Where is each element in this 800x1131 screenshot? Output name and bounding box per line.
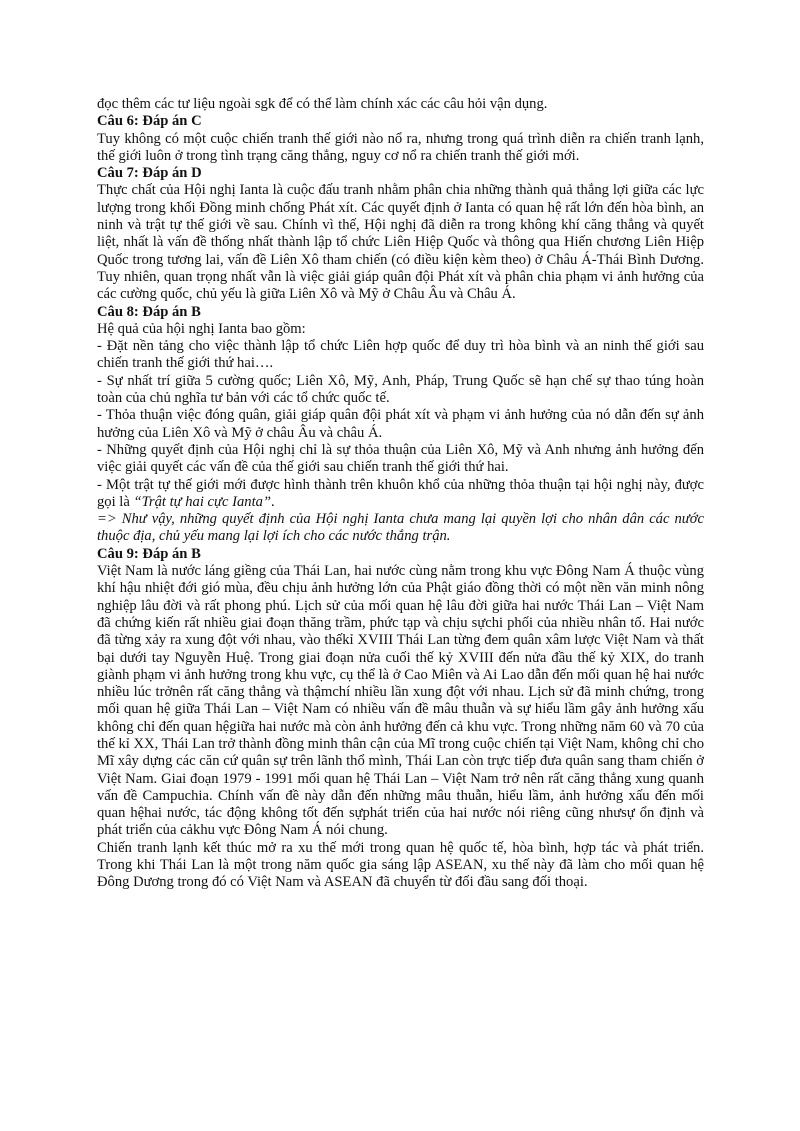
q8-lead: Hệ quả của hội nghị Ianta bao gồm: — [97, 320, 306, 337]
q7-heading: Câu 7: Đáp án D — [97, 165, 202, 182]
q8-heading: Câu 8: Đáp án B — [97, 303, 201, 320]
q8-item: - Những quyết định của Hội nghị chỉ là sự thỏa thuận của Liên Xô, Mỹ và Anh nhưng ảnh hưởng đến việc giải quyết các vấn đề của thế giới sau chiến tranh thế giới thứ hai. — [97, 441, 704, 476]
q9-paragraph-1: Việt Nam là nước láng giềng của Thái Lan, hai nước cùng nằm trong khu vực Đông Nam Á thuộc vùng khí hậu nhiệt đới gió mùa, đều chịu ảnh hưởng lớn của Phật giáo đồng thời có một nền văn minh nông nghiệp lâu đời và rất phong phú. Lịch sử của mối quan hệ lâu đời giữa hai nước Thái Lan – Việt Nam đã chứng kiến rất nhiều giai đoạn thăng trầm, phức tạp và chịu sựchi phối của nhiều nhân tố. Hai nước đã từng xảy ra xung đột với nhau, vào thếkỉ XVIII Thái Lan từng đem quân xâm lược Việt Nam và thất bại dưới tay Nguyễn Huệ. Trong giai đoạn nửa cuối thế kỷ XVIII đến nửa đầu thế kỷ XIX, do tranh giành phạm vi ảnh hưởng trong khu vực, cụ thể là ở Cao Miên và Ai Lao dẫn đến mối quan hệ hai nước nhiều lúc trởnên rất căng thẳng và thậmchí nhiều lần xung đột với nhau. Lịch sử đã minh chứng, trong mối quan hệ giữa Thái Lan – Việt Nam có nhiều vấn đề mâu thuẫn và sự hiểu lầm gây ảnh hưởng xấu không chỉ đến quan hệgiữa hai nước mà còn ảnh hưởng đến cả khu vực. Trong những năm 60 và 70 của thế kỉ XX, Thái Lan trở thành đồng minh thân cận của Mĩ trong cuộc chiến tại Việt Nam, không chỉ cho Mĩ xây dựng các căn cứ quân sự trên lãnh thổ mình, Thái Lan còn trực tiếp đưa quân sang tham chiến ở Việt Nam. Giai đoạn 1979 - 1991 mối quan hệ Thái Lan – Việt Nam trở nên rất căng thẳng xung quanh vấn đề Campuchia. Chính vấn đề này dẫn đến những mâu thuẫn, hiểu lầm, ảnh hưởng xấu đến mối quan hệhai nước, tác động không tốt đến sựphát triển của hai nước nói riêng cũng nhưsự ổn định và phát triển của cảkhu vực Đông Nam Á nói chung. — [97, 563, 704, 839]
q7-paragraph: Thực chất của Hội nghị Ianta là cuộc đấu tranh nhằm phân chia những thành quả thắng lợi giữa các lực lượng trong khối Đồng minh chống Phát xít. Các quyết định ở Ianta có quan hệ rất lớn đến hòa bình, an ninh và trật tự thế giới về sau. Chính vì thế, Hội nghị đã diễn ra trong không khí căng thẳng và quyết liệt, nhất là vấn đề thống nhất thành lập tổ chức Liên Hiệp Quốc và thông qua Hiến chương Liên Hiệp Quốc trong tương lai, vấn đề Liên Xô tham chiến (có điều kiện kèm theo) ở Châu Á-Thái Bình Dương. Tuy nhiên, quan trọng nhất vẫn là việc giải giáp quân đội Phát xít và phân chia phạm vi ảnh hưởng của các cường quốc, chủ yếu là giữa Liên Xô và Mỹ ở Châu Âu và Châu Á. — [97, 182, 704, 303]
q8-conclusion: => Như vậy, những quyết định của Hội nghị Ianta chưa mang lại quyền lợi cho nhân dân các nước thuộc địa, chủ yếu mang lại lợi ích cho các nước thắng trận. — [97, 511, 704, 545]
q6-heading: Câu 6: Đáp án C — [97, 113, 202, 130]
q8-item: - Đặt nền tảng cho việc thành lập tổ chức Liên hợp quốc để duy trì hòa bình và an ninh thế giới sau chiến tranh thế giới thứ hai…. — [97, 338, 704, 372]
q9-paragraph-2: Chiến tranh lạnh kết thúc mở ra xu thế mới trong quan hệ quốc tế, hòa bình, hợp tác và phát triển. Trong khi Thái Lan là một trong năm quốc gia sáng lập ASEAN, xu thế này đã làm cho mối quan hệ Đông Dương trong đó có Việt Nam và ASEAN đã chuyển từ đối đầu sang đối thoại. — [97, 839, 704, 891]
q8-item-last-quote: “Trật tự hai cực Ianta” — [133, 493, 272, 510]
q8-item: - Sự nhất trí giữa 5 cường quốc; Liên Xô, Mỹ, Anh, Pháp, Trung Quốc sẽ hạn chế sự thao túng hoàn toàn của chủ nghĩa tư bản với các tổ chức quốc tế. — [97, 372, 704, 407]
q8-item-last — [97, 477, 704, 512]
intro-text: đọc thêm các tư liệu ngoài sgk để có thể làm chính xác các câu hỏi vận dụng. — [97, 96, 548, 112]
document-page — [97, 96, 704, 892]
q9-heading: Câu 9: Đáp án B — [97, 545, 201, 562]
q8-item-last-end: . — [271, 493, 275, 510]
q8-item: - Thỏa thuận việc đóng quân, giải giáp quân đội phát xít và phạm vi ảnh hưởng của nó dẫn đến sự ảnh hưởng của Liên Xô và Mỹ ở châu Âu và châu Á. — [97, 407, 704, 441]
q6-paragraph: Tuy không có một cuộc chiến tranh thế giới nào nổ ra, nhưng trong quá trình diễn ra chiến tranh lạnh, thế giới luôn ở trong tình trạng căng thẳng, nguy cơ nổ ra chiến tranh thế giới mới. — [97, 130, 704, 164]
q8-item-last-text: - Một trật tự thế giới mới được hình thành trên khuôn khổ của những thỏa thuận tại hội nghị này, được gọi là — [97, 476, 704, 510]
